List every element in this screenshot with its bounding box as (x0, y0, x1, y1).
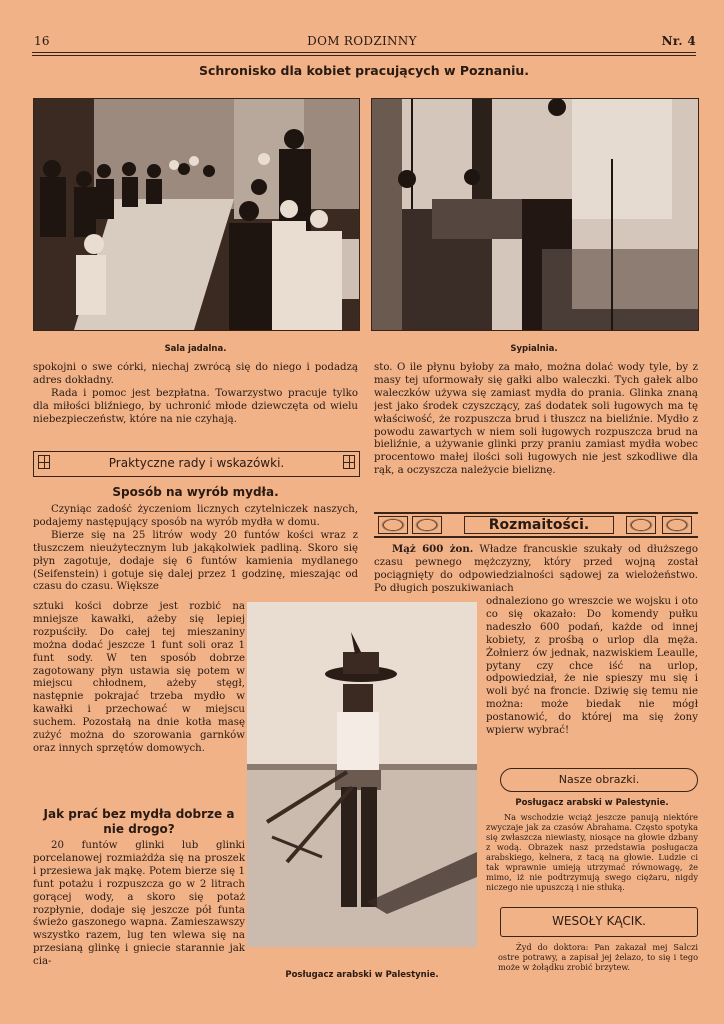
dining-room-photo (33, 98, 360, 331)
rozmaitosci-section-header (374, 512, 698, 538)
ornament-icon (343, 455, 355, 469)
obrazki-paragraph: Na wschodzie wciąż jeszcze panują niektóre zwyczaje jak za czasów Abrahama. Często spotyka się zwłaszcza niewiasty, niosące na głowie dzbany z wodą. Obrazek nasz przedstawia posługacza arabskiego, kelnera, z tacą na głowie. Ludzie ci tak wprawnie umieją utrzymać równowagę, że mimo, iż nie podtrzymują swego ciężaru, nigdy niczego nie upuszczą i nie stłuką. (486, 812, 698, 892)
dining-room-image (34, 99, 359, 330)
rady-section-title: Praktyczne rady i wskazówki. (108, 456, 285, 470)
ornament-icon (412, 516, 442, 534)
bedroom-image (372, 99, 698, 330)
dining-room-caption: Sala jadalna. (164, 344, 227, 354)
husband-story-lead: Mąż 600 żon. (392, 543, 474, 555)
bedroom-photo (371, 98, 699, 331)
journal-name: DOM RODZINNY (307, 34, 417, 48)
wesoly-paragraph: Żyd do doktora: Pan zakazał mej Salczi ostre potrawy, a zapisał jej żelazo, to się i tego może w żołądku zrobić brzytew. (498, 942, 698, 972)
soap-paragraph-3: sztuki kości dobrze jest rozbić na mniejsze kawałki, ażeby się lepiej rozpuściły. Do całej tej mieszaniny można dodać jeszcze 1 funt soli oraz 1 funt sody. W ten sposób dobrze zagotowany płyn ustawia się potem w miejscu chłodnem, ażeby stęgł, następnie pokrajać trzeba mydło w kawałki i przechować w miejscu suchem. Pozostałą na dnie kotła masę zużyć można do szorowania garnków oraz innych sprzętów domowych. (33, 601, 245, 754)
obrazki-caption: Posługacz arabski w Palestynie. (515, 798, 669, 808)
soap-recipe-title: Sposób na wyrób mydła. (112, 485, 279, 499)
bedroom-caption: Sypialnia. (510, 344, 558, 354)
laundry-title: Jak prać bez mydła dobrze a nie drogo? (43, 807, 235, 836)
soap-recipe-text-top (33, 504, 358, 600)
ornament-icon (662, 516, 692, 534)
laundry-text-continued (374, 362, 698, 504)
laundry-paragraph: 20 funtów glinki lub glinki porcelanowej rozmiażdża się na proszek i przesiewa jak mąkę. Potem bierze się 1 funt potażu i rozpuszcza go w 2 litrach gorącej wody, a skoro się potaż rozpłynie, dodaje się jeszcze pół funta świeżo gaszonego wapna. Zamieszawszy wszystko razem, lug ten wlewa się na przesianą glinkę i gniecie starannie jak cia- (33, 840, 245, 968)
header-rule (32, 52, 696, 53)
husband-story-narrow (486, 596, 698, 756)
laundry-continued-paragraph: sto. O ile płynu byłoby za mało, można dolać wody tyle, by z masy tej uformowały się gałki albo waleczki. Tych gałek albo waleczków używa się zamiast mydła do prania. Glinka znaną jest jako środek czyszczący, zaś dodatek soli ługowych ma tę właściwość, że rozpuszcza brud i tłuszcz na bieliźnie. Mydło z powodu zawartych w niem soli ługowych rozpuszcza brud na bieliźnie, a używanie glinki przy praniu zamiast mydła wobec procentowo małej ilości soli ługowych nie jest szkodliwe dla rąk, a oczyszcza należycie bieliznę. (374, 362, 698, 477)
page-number: 16 (34, 34, 50, 48)
wesoly-text (498, 942, 698, 986)
porter-caption: Posługacz arabski w Palestynie. (285, 970, 439, 980)
obrazki-text (486, 812, 698, 907)
husband-story-top (374, 543, 698, 595)
rozmaitosci-title: Rozmaitości. (464, 516, 614, 534)
husband-story-continued: odnaleziono go wreszcie we wojsku i oto co się okazało: Do komendy pułku nadeszło 600 podań, każde od innej kobiety, z prośbą o urlop dla męża. Żołnierz ów jednak, nazwiskiem Leaulle, pytany czy chce iść na urlop, odpowiedział, że nie spieszy mu się i woli być na froncie. Dziwię się temu nie można: może biedak nie mógł postanowić, do której ma się żony wpierw wybrać! (486, 596, 698, 737)
laundry-text (33, 840, 245, 992)
ornament-icon (626, 516, 656, 534)
article-title: Schronisko dla kobiet pracujących w Poznaniu. (198, 63, 530, 78)
soap-recipe-text-narrow (33, 601, 245, 801)
wesoly-section-header: WESOŁY KĄCIK. (500, 907, 698, 937)
header-rule-2 (32, 55, 696, 56)
porter-image (247, 602, 477, 947)
intro-paragraph-2: Rada i pomoc jest bezpłatna. Towarzystwo pracuje tylko dla miłości bliźniego, by uchronić młode dziewczęta od wielu niebezpieczeństw, które na nie czyhają. (33, 387, 358, 425)
intro-paragraph-1: spokojni o swe córki, niechaj zwrócą się do niego i podadzą adres dokładny. (33, 362, 358, 386)
ornament-icon (38, 455, 50, 469)
ornament-icon (378, 516, 408, 534)
rady-section-header (33, 451, 360, 477)
issue-number: Nr. 4 (661, 34, 696, 48)
husband-story-text: Władze francuskie szukały od dłuższego czasu pewnego mężczyzny, który przed wojną został pociągnięty do odpowiedzialności sądowej za wielożeństwo. Po długich poszukiwaniach (374, 544, 698, 594)
soap-paragraph-1: Czyniąc zadość życzeniom licznych czytelniczek naszych, podajemy następujący sposób na wyrób mydła w domu. (33, 504, 358, 528)
obrazki-section-header: Nasze obrazki. (500, 768, 698, 792)
porter-photo (247, 602, 477, 947)
intro-text (33, 362, 358, 444)
soap-paragraph-2: Bierze się na 25 litrów wody 20 funtów kości wraz z tłuszczem nieużytecznym lub jakąkolwiek padliną. Skoro się płyn zagotuje, dodaje się 6 funtów kamienia mydlanego (Seifenstein) i gotuje się dalej przez 1 godzinę, mieszając od czasu do czasu. Większe (33, 529, 358, 593)
